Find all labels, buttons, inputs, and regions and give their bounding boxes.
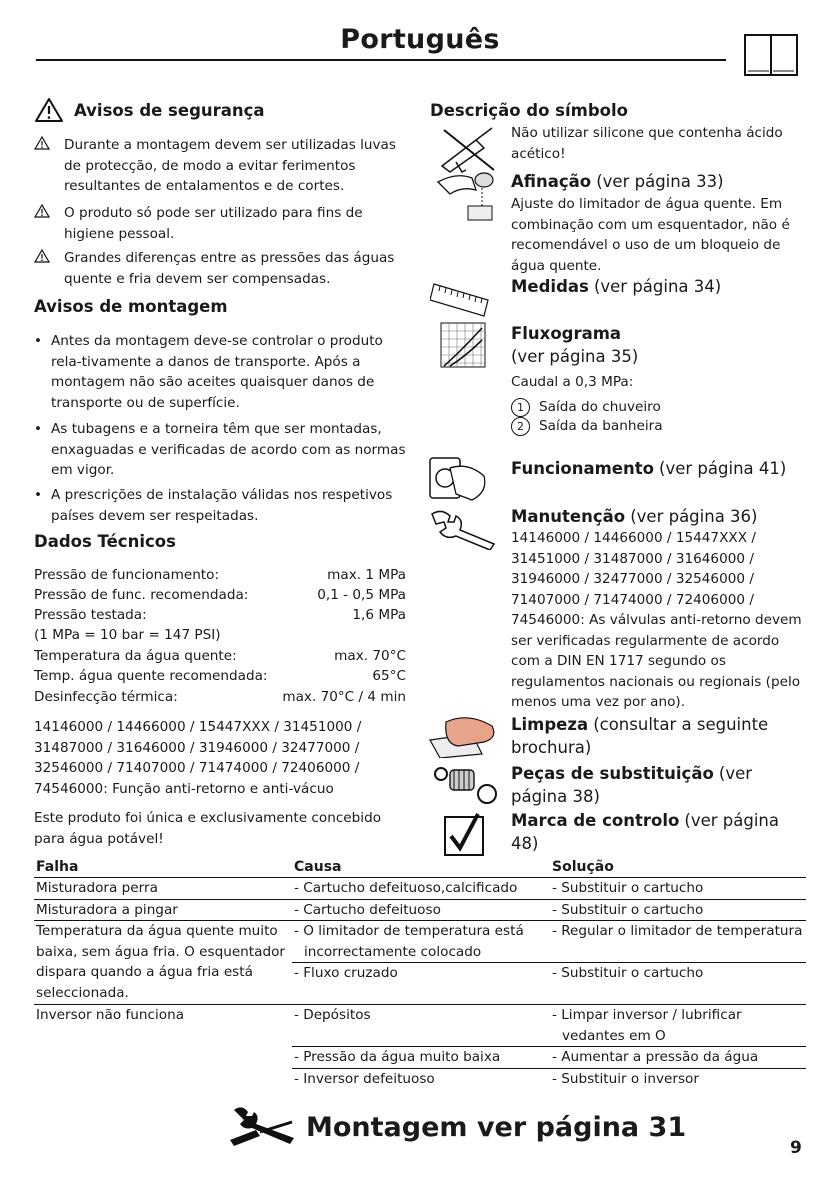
- outlet-1-label: Saída do chuveiro: [539, 399, 661, 415]
- table-row: - Fluxo cruzado - Substituir o cartucho: [34, 963, 806, 1005]
- safety-item: [34, 135, 414, 197]
- caudal-label: Caudal a 0,3 MPa:: [511, 374, 634, 390]
- safety-item: [34, 203, 414, 244]
- symbols-heading: Descrição do símbolo: [430, 101, 628, 120]
- checkmark-icon: [444, 812, 484, 856]
- exclusive-note: Este produto foi única e exclusivamente concebido para água potável!: [34, 810, 382, 847]
- fault-table: [34, 857, 806, 1089]
- tech-row: (1 MPa = 10 bar = 147 PSI): [34, 627, 221, 643]
- pecas-line: Peças de substituição (ver página 38): [511, 764, 753, 806]
- models-note: 14146000 / 14466000 / 15447XXX / 31451000 / 31487000 / 31646000 / 31946000 / 32477000 / 32546000 / 71407000 / 71474000 / 72406000 / 74546000: Função anti-retorno e anti-vácuo: [34, 719, 362, 797]
- assembly-item: • Antes da montagem deve-se controlar o produto rela-tivamente a danos de transporte. Após a montagem não são aceites quaisquer danos de transporte ou de superfície.: [34, 333, 383, 411]
- book-icon: [744, 34, 798, 76]
- silicone-gun-icon: [436, 122, 500, 174]
- warning-icon: [34, 97, 64, 123]
- outlet-2-number: 2: [511, 417, 530, 436]
- operation-hand-icon: [428, 454, 492, 504]
- warning-icon: [34, 249, 50, 263]
- tech-row: Pressão de funcionamento: max. 1 MPa: [34, 567, 406, 583]
- safety-item-text: O produto só pode ser utilizado para fins de higiene pessoal.: [64, 205, 363, 242]
- flow-chart-icon: [440, 322, 486, 368]
- column-header-causa: Causa: [292, 857, 550, 878]
- column-header-solucao: Solução: [550, 857, 806, 878]
- page-title: Português: [340, 24, 500, 55]
- table-row: Temperatura da água quente muito baixa, sem água fria. O esquentador dispara quando a água fria está seleccionada. - O limitador de temperatura está incorrectamente colocado - Regular o limitador de temperatura: [34, 921, 806, 963]
- table-row: - Pressão da água muito baixa - Aumentar a pressão da água: [34, 1047, 806, 1069]
- assembly-item: • As tubagens e a torneira têm que ser montadas, enxaguadas e verificadas de acordo com as normas em vigor.: [34, 421, 406, 478]
- safety-item-text: Durante a montagem devem ser utilizadas luvas de protecção, de modo a evitar ferimentos resultantes de entalamentos e de cortes.: [64, 137, 396, 194]
- tech-row: Temp. água quente recomendada: 65°C: [34, 668, 406, 684]
- tech-row: Pressão de func. recomendada: 0,1 - 0,5 MPa: [34, 587, 406, 603]
- safety-item: [34, 248, 414, 289]
- funcionamento-line: Funcionamento (ver página 41): [511, 459, 787, 478]
- limpeza-line: Limpeza (consultar a seguinte brochura): [511, 715, 769, 757]
- spare-parts-icon: [432, 764, 498, 806]
- medidas-line: Medidas (ver página 34): [511, 277, 722, 296]
- page-number: 9: [790, 1138, 802, 1158]
- thermostat-adjust-icon: [432, 168, 498, 224]
- fluxograma-title: Fluxograma: [511, 324, 622, 343]
- tech-row: Temperatura da água quente: max. 70°C: [34, 648, 406, 664]
- wrench-icon: [428, 508, 500, 550]
- manutencao-line: Manutenção (ver página 36): [511, 507, 758, 526]
- tech-heading: Dados Técnicos: [34, 532, 176, 551]
- table-row: Misturadora a pingar - Cartucho defeituoso - Substituir o cartucho: [34, 899, 806, 921]
- table-row: Misturadora perra - Cartucho defeituoso,calcificado - Substituir o cartucho: [34, 878, 806, 900]
- warning-icon: [34, 204, 50, 218]
- manutencao-text: 14146000 / 14466000 / 15447XXX / 31451000 / 31487000 / 31646000 / 31946000 / 32477000 / 32546000 / 71407000 / 71474000 / 72406000 / 74546000: As válvulas anti-retorno devem ser verificadas regularmente de acordo com a DIN EN 1717 segundo os regulamentos nacionais ou regionais (pelo menos uma vez por ano).: [511, 530, 802, 710]
- warning-icon: [34, 136, 50, 150]
- safety-item-text: Grandes diferenças entre as pressões das águas quente e fria devem ser compensadas.: [64, 250, 395, 287]
- cleaning-cloth-icon: [428, 712, 500, 758]
- fluxograma-ref: (ver página 35): [511, 347, 639, 366]
- table-row: Inversor não funciona - Depósitos - Limpar inversor / lubrificar vedantes em O: [34, 1005, 806, 1047]
- safety-heading: Avisos de segurança: [74, 101, 265, 120]
- tools-icon: [226, 1104, 298, 1150]
- afinacao-line: Afinação (ver página 33): [511, 172, 724, 191]
- ruler-icon: [430, 274, 492, 320]
- marca-line: Marca de controlo (ver página 48): [511, 811, 779, 853]
- column-header-falha: Falha: [34, 857, 292, 878]
- silicone-note: Não utilizar silicone que contenha ácido acético!: [511, 125, 783, 162]
- assembly-heading: Avisos de montagem: [34, 297, 228, 316]
- tech-row: Desinfecção térmica: max. 70°C / 4 min: [34, 689, 406, 705]
- outlet-2-label: Saída da banheira: [539, 418, 663, 434]
- assembly-item: • A prescrições de instalação válidas nos respetivos países devem ser respeitadas.: [34, 487, 393, 524]
- tech-row: Pressão testada: 1,6 MPa: [34, 607, 406, 623]
- assembly-reference: Montagem ver página 31: [306, 1112, 687, 1143]
- title-rule: [36, 59, 726, 61]
- afinacao-text: Ajuste do limitador de água quente. Em combinação com um esquentador, não é recomendável o uso de um bloqueio de água quente.: [511, 196, 790, 274]
- table-row: - Inversor defeituoso - Substituir o inversor: [294, 1070, 699, 1087]
- outlet-1-number: 1: [511, 398, 530, 417]
